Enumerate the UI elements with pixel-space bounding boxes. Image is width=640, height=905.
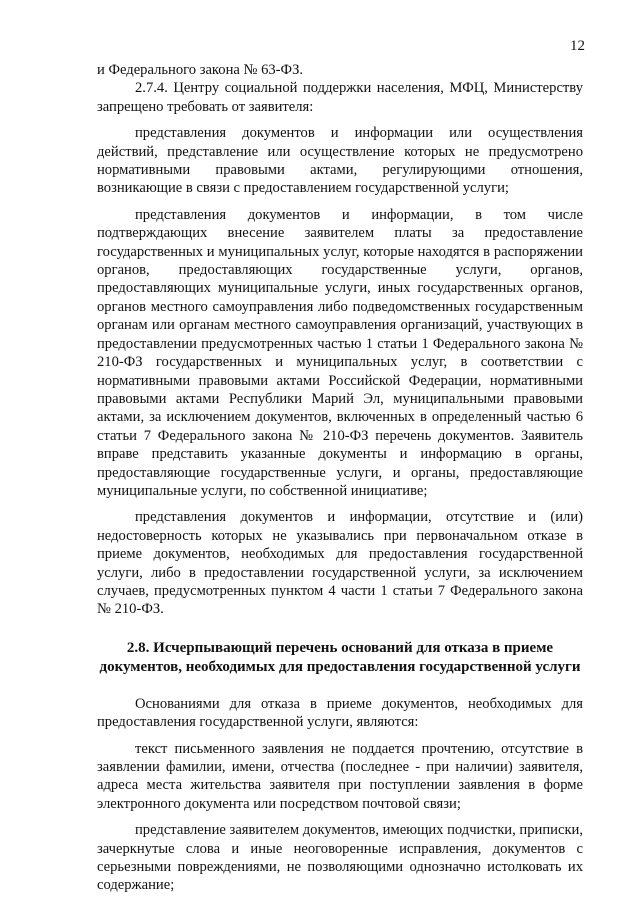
paragraph-documents-payment: представления документов и информации, в том числе подтверждающих внесение заявителем платы за предоставление государственных и муниципальных услуг, которые находятся в распоряжении органов, предоставляющих государственные услуги, органов, предоставляющих муниципальные услуги, иных государственных органов, органов местного самоуправления либо подведомственных государственным органам или органам местного самоуправления организаций, участвующих в предоставлении предусмотренных частью 1 статьи 1 Федерального закона № 210-ФЗ государственных и муниципальных услуг, в соответствии с нормативными правовыми актами Российской Федерации, нормативными правовыми актами Республики Марий Эл, муниципальными правовыми актами, за исключением документов, включенных в определенный частью 6 статьи 7 Федерального закона № 210-ФЗ перечень документов. Заявитель вправе представить указанные документы и информацию в органы, предоставляющие государственные услуги, и органы, предоставляющие муниципальные услуги, по собственной инициативе; — [97, 206, 583, 499]
page-number: 12 — [570, 38, 585, 54]
paragraph-illegible-text: текст письменного заявления не поддается прочтению, отсутствие в заявлении фамилии, имени, отчества (последнее - при наличии) заявителя, адреса места жительства заявителя при поступлении заявления в форме электронного документа или посредством почтовой связи; — [97, 740, 583, 812]
document-body — [97, 61, 583, 895]
paragraph-2-7-4: 2.7.4. Центру социальной поддержки населения, МФЦ, Министерству запрещено требовать от заявителя: — [97, 80, 583, 115]
section-heading-2-8 — [97, 639, 583, 677]
paragraph-law-63: и Федерального закона № 63-ФЗ. — [97, 62, 304, 78]
heading-line-2: документов, необходимых для предоставления государственной услуги — [99, 658, 581, 675]
heading-line-1: 2.8. Исчерпывающий перечень оснований для отказа в приеме — [126, 639, 554, 656]
paragraph-documents-actions: представления документов и информации или осуществления действий, представление или осуществление которых не предусмотрено нормативными правовыми актами, регулирующими отношения, возникающие в связи с предоставлением государственной услуги; — [97, 125, 583, 197]
paragraph-documents-absence: представления документов и информации, отсутствие и (или) недостоверность которых не указывались при первоначальном отказе в приеме документов, необходимых для предоставления государственной услуги, либо в предоставлении государственной услуги, за исключением случаев, предусмотренных пунктом 4 части 1 статьи 7 Федерального закона № 210-ФЗ. — [97, 509, 583, 618]
paragraph-grounds: Основаниями для отказа в приеме документов, необходимых для предоставления государственной услуги, являются: — [97, 695, 583, 731]
paragraph-damaged-documents: представление заявителем документов, имеющих подчистки, приписки, зачеркнутые слова и иные неоговоренные исправления, документов с серьезными повреждениями, не позволяющими однозначно истолковать их содержание; — [97, 822, 583, 894]
